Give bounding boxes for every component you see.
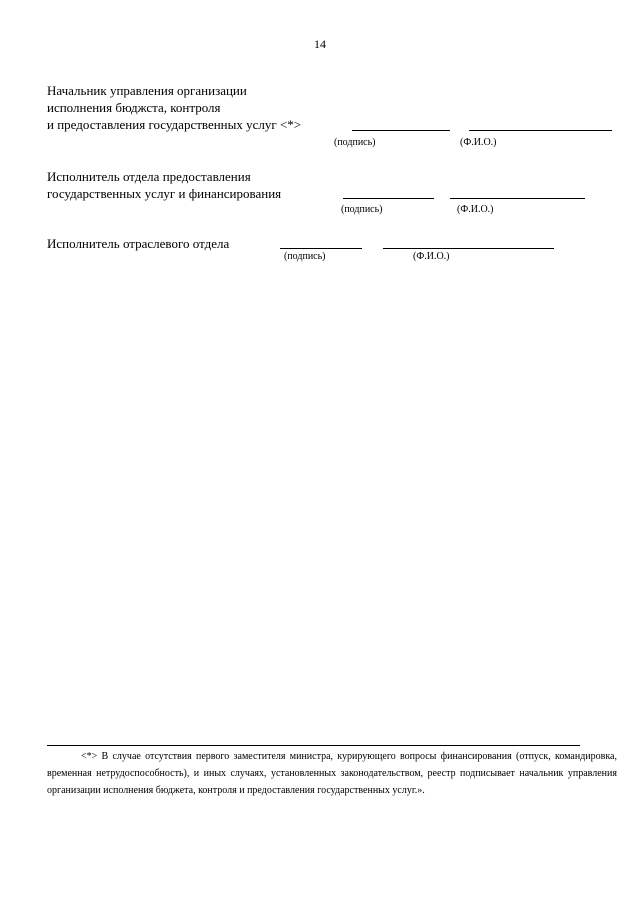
title-line: государственных услуг и финансирования bbox=[47, 186, 282, 201]
name-caption: (Ф.И.О.) bbox=[460, 137, 497, 148]
footnote-divider bbox=[47, 745, 580, 746]
page-number: 14 bbox=[314, 37, 326, 51]
signature-caption: (подпись) bbox=[334, 137, 376, 148]
title-line: Начальник управления организации bbox=[47, 83, 247, 98]
signature-line bbox=[280, 248, 362, 249]
signatory-title-branch-executor bbox=[47, 235, 229, 252]
name-line bbox=[383, 248, 554, 249]
signature-caption: (подпись) bbox=[341, 204, 383, 215]
title-line: Исполнитель отраслевого отдела bbox=[47, 236, 230, 251]
signatory-title-budget-head bbox=[47, 82, 301, 133]
signature-line bbox=[352, 130, 450, 131]
name-line bbox=[450, 198, 585, 199]
name-caption: (Ф.И.О.) bbox=[413, 251, 450, 262]
title-line: Исполнитель отдела предоставления bbox=[47, 169, 251, 184]
name-caption: (Ф.И.О.) bbox=[457, 204, 494, 215]
name-line bbox=[469, 130, 612, 131]
signature-line bbox=[343, 198, 434, 199]
footnote-text: <*> В случае отсутствия первого заместителя министра, курирующего вопросы финансирования (отпуск, командировка, временная нетрудоспособность), и иных случаях, установленных законодательством, реестр подписывает начальник управления организации исполнения бюджета, контроля и предоставления государственных услуг.». bbox=[47, 751, 617, 796]
signature-caption: (подпись) bbox=[284, 251, 326, 262]
title-line: и предоставления государственных услуг <*> bbox=[47, 117, 302, 132]
title-line: исполнения бюджста, контроля bbox=[47, 100, 221, 115]
signatory-title-services-executor bbox=[47, 168, 281, 202]
